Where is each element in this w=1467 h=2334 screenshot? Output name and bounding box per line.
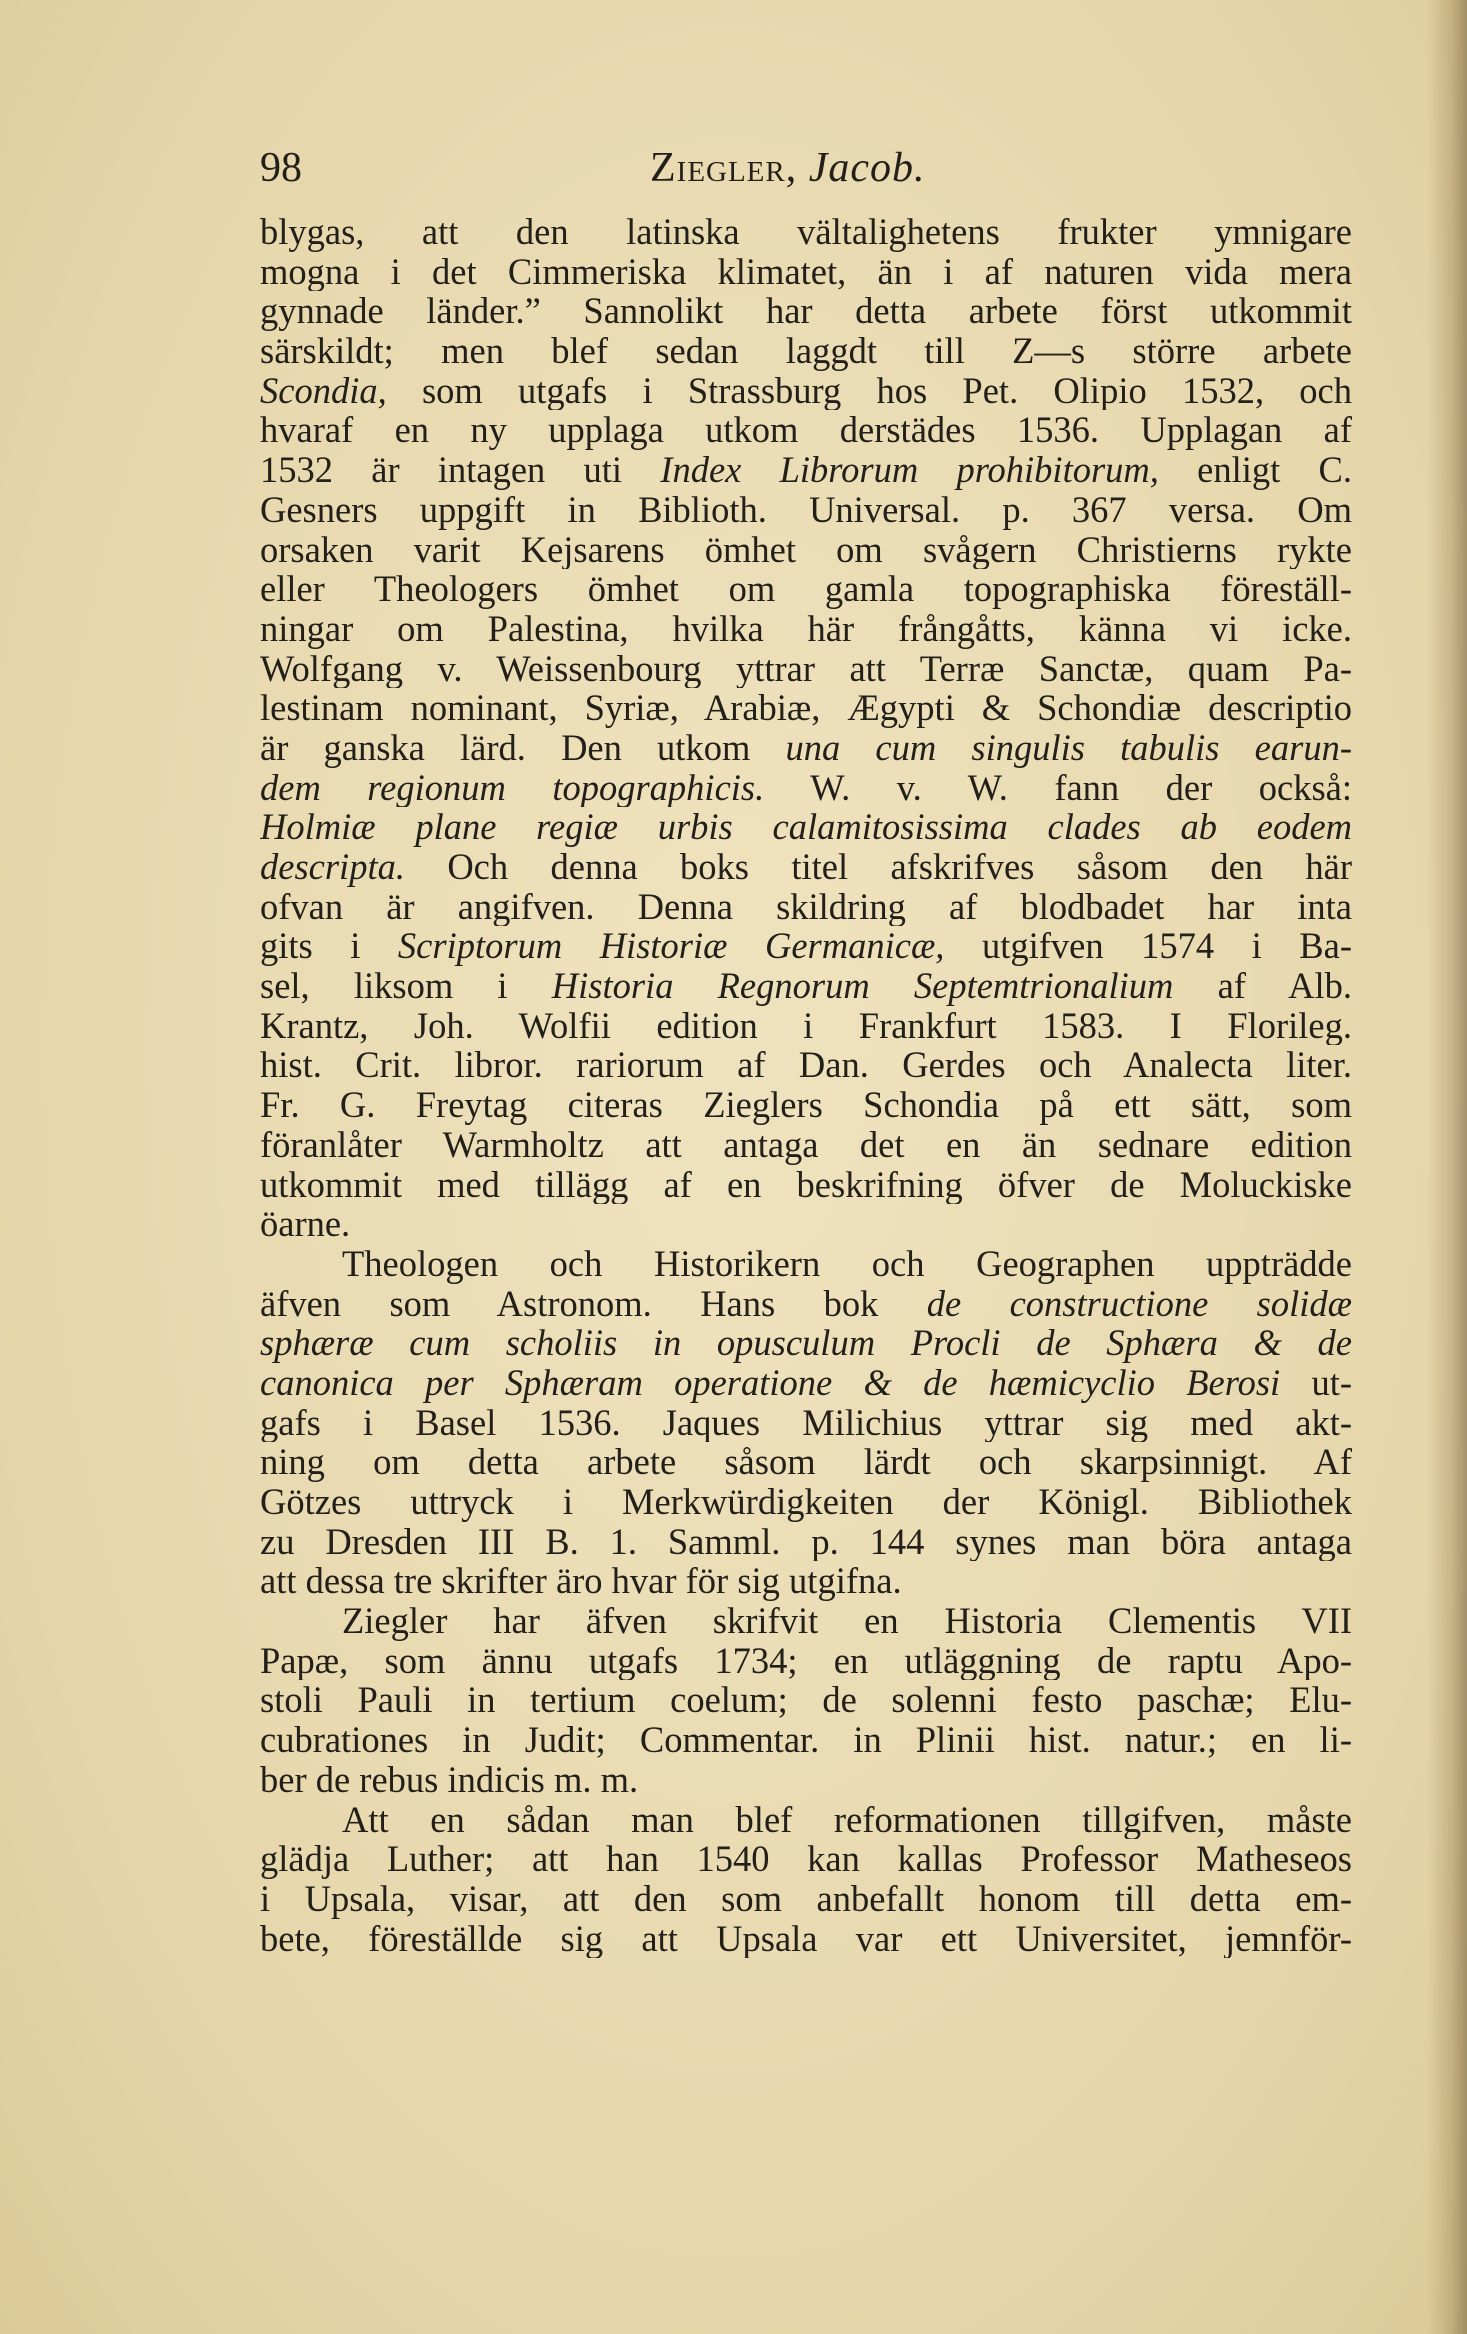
text-line [260, 1085, 1352, 1125]
text-segment: ning om detta arbete såsom lärdt och skarpsinnigt. Af [260, 1442, 1352, 1482]
text-segment: mogna i det Cimmeriska klimatet, än i af naturen vida mera [260, 251, 1352, 292]
body-text [260, 212, 1352, 1958]
page-header [260, 144, 1350, 204]
text-segment: enligt C. [1158, 450, 1352, 490]
text-segment: Theologen och Historikern och Geographen uppträdde [342, 1243, 1352, 1284]
text-line [260, 1125, 1352, 1165]
text-line [260, 966, 1352, 1006]
italic-text: Scriptorum Historiæ Germanicæ, [397, 926, 945, 967]
italic-text: Holmiæ plane regiæ urbis calamitosissima clades ab eodem [260, 807, 1352, 847]
text-line [260, 331, 1352, 371]
text-segment: äfven som Astronom. Hans bok [260, 1283, 927, 1324]
text-line [260, 1879, 1352, 1919]
text-segment: af Alb. [1173, 966, 1352, 1006]
italic-text: de constructione solidæ [926, 1283, 1352, 1324]
text-line [260, 1800, 1352, 1840]
text-line [260, 1720, 1352, 1760]
page-edge-shadow [1427, 0, 1467, 2334]
text-segment: zu Dresden III B. 1. Samml. p. 144 synes man böra antaga [260, 1521, 1352, 1562]
text-line [260, 1641, 1352, 1681]
text-line [260, 410, 1352, 450]
text-line [260, 1919, 1352, 1959]
text-segment: Och denna boks titel afskrifves såsom den här [404, 847, 1352, 887]
text-segment: ofvan är angifven. Denna skildring af blodbadet har inta [260, 886, 1352, 927]
italic-text: canonica per Sphæram operatione & de hæmicyclio Berosi [260, 1362, 1281, 1403]
text-line [260, 1442, 1352, 1482]
text-segment: Wolfgang v. Weissenbourg yttrar att Terræ Sanctæ, quam Pa- [260, 648, 1352, 689]
text-segment: lestinam nominant, Syriæ, Arabiæ, Ægypti & Schondiæ descriptio [260, 688, 1352, 728]
italic-text: dem regionum topographicis. [260, 767, 765, 808]
text-line [260, 1363, 1352, 1403]
text-segment: utkommit med tillägg af en beskrifning öfver de Moluckiske [260, 1164, 1352, 1205]
text-segment: är ganska lärd. Den utkom [260, 727, 786, 768]
text-segment: 1532 är intagen uti [260, 450, 661, 490]
text-segment: föranlåter Warmholtz att antaga det en än sednare edition [260, 1124, 1352, 1165]
text-segment: glädja Luther; att han 1540 kan kallas Professor Matheseos [260, 1839, 1352, 1879]
text-segment: hist. Crit. libror. rariorum af Dan. Gerdes och Analecta liter. [260, 1045, 1352, 1086]
text-segment: Krantz, Joh. Wolfii edition i Frankfurt 1583. I Florileg. [260, 1005, 1352, 1046]
text-segment: ber de rebus indicis m. m. [260, 1759, 639, 1800]
text-segment: Fr. G. Freytag citeras Zieglers Schondia på ett sätt, som [260, 1085, 1352, 1125]
text-line [260, 609, 1352, 649]
text-segment: särskildt; men blef sedan laggdt till Z—s större arbete [260, 331, 1352, 371]
text-segment: eller Theologers ömhet om gamla topographiska föreställ- [260, 569, 1352, 609]
text-segment: ut- [1280, 1362, 1352, 1403]
text-segment: ningar om Palestina, hvilka här frångåtts, känna vi icke. [260, 608, 1352, 649]
text-line [260, 649, 1352, 689]
text-line [260, 1403, 1352, 1443]
text-line [260, 569, 1352, 609]
italic-text: Scondia, [260, 370, 387, 411]
text-line [260, 291, 1352, 331]
text-line [260, 450, 1352, 490]
text-line [260, 688, 1352, 728]
text-segment: orsaken varit Kejsarens ömhet om svågern Christierns rykte [260, 529, 1352, 570]
text-line [260, 1680, 1352, 1720]
italic-text: Index Librorum prohibitorum, [660, 450, 1159, 490]
text-segment: gafs i Basel 1536. Jaques Milichius yttrar sig med akt- [260, 1402, 1352, 1443]
text-segment: W. v. W. fann der också: [764, 767, 1352, 808]
text-line [260, 1601, 1352, 1641]
text-segment: Ziegler har äfven skrifvit en Historia Clementis VII [342, 1601, 1352, 1641]
text-line [260, 490, 1352, 530]
text-line [260, 1204, 1352, 1244]
text-line [260, 1522, 1352, 1562]
text-line [260, 847, 1352, 887]
text-line [260, 1006, 1352, 1046]
text-segment: gynnade länder.” Sannolikt har detta arbete först utkommit [260, 291, 1352, 332]
running-head-author: Ziegler, [650, 145, 798, 191]
text-segment: gits i [260, 926, 398, 967]
running-head [650, 144, 926, 192]
page-number: 98 [260, 145, 302, 191]
text-line [260, 1561, 1352, 1601]
text-segment: stoli Pauli in tertium coelum; de solenni festo paschæ; Elu- [260, 1680, 1352, 1721]
text-line [260, 807, 1352, 847]
text-line [260, 530, 1352, 570]
text-line [260, 1244, 1352, 1284]
text-segment: hvaraf en ny upplaga utkom derstädes 1536. Upplagan af [260, 410, 1352, 451]
italic-text: sphæræ cum scholiis in opusculum Procli de Sphæra & de [260, 1323, 1352, 1363]
text-line [260, 768, 1352, 808]
text-line [260, 1482, 1352, 1522]
text-segment: blygas, att den latinska vältalighetens frukter ymnigare [260, 212, 1352, 252]
text-line [260, 371, 1352, 411]
text-line [260, 1045, 1352, 1085]
text-line [260, 887, 1352, 927]
text-segment: utgifven 1574 i Ba- [944, 926, 1352, 967]
italic-text: descripta. [260, 847, 405, 887]
text-segment: cubrationes in Judit; Commentar. in Plinii hist. natur.; en li- [260, 1720, 1352, 1760]
text-segment: bete, föreställde sig att Upsala var ett Universitet, jemnför- [260, 1918, 1352, 1959]
italic-text: Historia Regnorum Septemtrionalium [551, 966, 1174, 1006]
text-line [260, 1839, 1352, 1879]
text-line [260, 728, 1352, 768]
text-segment: Att en sådan man blef reformationen tillgifven, måste [342, 1799, 1352, 1840]
text-line [260, 1284, 1352, 1324]
running-head-given-name: Jacob. [808, 145, 926, 191]
text-segment: sel, liksom i [260, 966, 552, 1006]
text-segment: Papæ, som ännu utgafs 1734; en utläggning de raptu Apo- [260, 1640, 1352, 1681]
text-segment: Gesners uppgift in Biblioth. Universal. p. 367 versa. Om [260, 489, 1352, 530]
text-line [260, 1323, 1352, 1363]
text-segment: som utgafs i Strassburg hos Pet. Olipio 1532, och [386, 370, 1352, 411]
text-line [260, 1760, 1352, 1800]
italic-text: una cum singulis tabulis earun- [785, 727, 1352, 768]
text-segment: i Upsala, visar, att den som anbefallt honom till detta em- [260, 1878, 1352, 1919]
text-segment: öarne. [260, 1204, 351, 1244]
text-line [260, 926, 1352, 966]
text-line [260, 212, 1352, 252]
text-line [260, 1165, 1352, 1205]
text-segment: Götzes uttryck i Merkwürdigkeiten der Königl. Bibliothek [260, 1482, 1352, 1522]
text-line [260, 252, 1352, 292]
text-segment: att dessa tre skrifter äro hvar för sig utgifna. [260, 1561, 902, 1602]
